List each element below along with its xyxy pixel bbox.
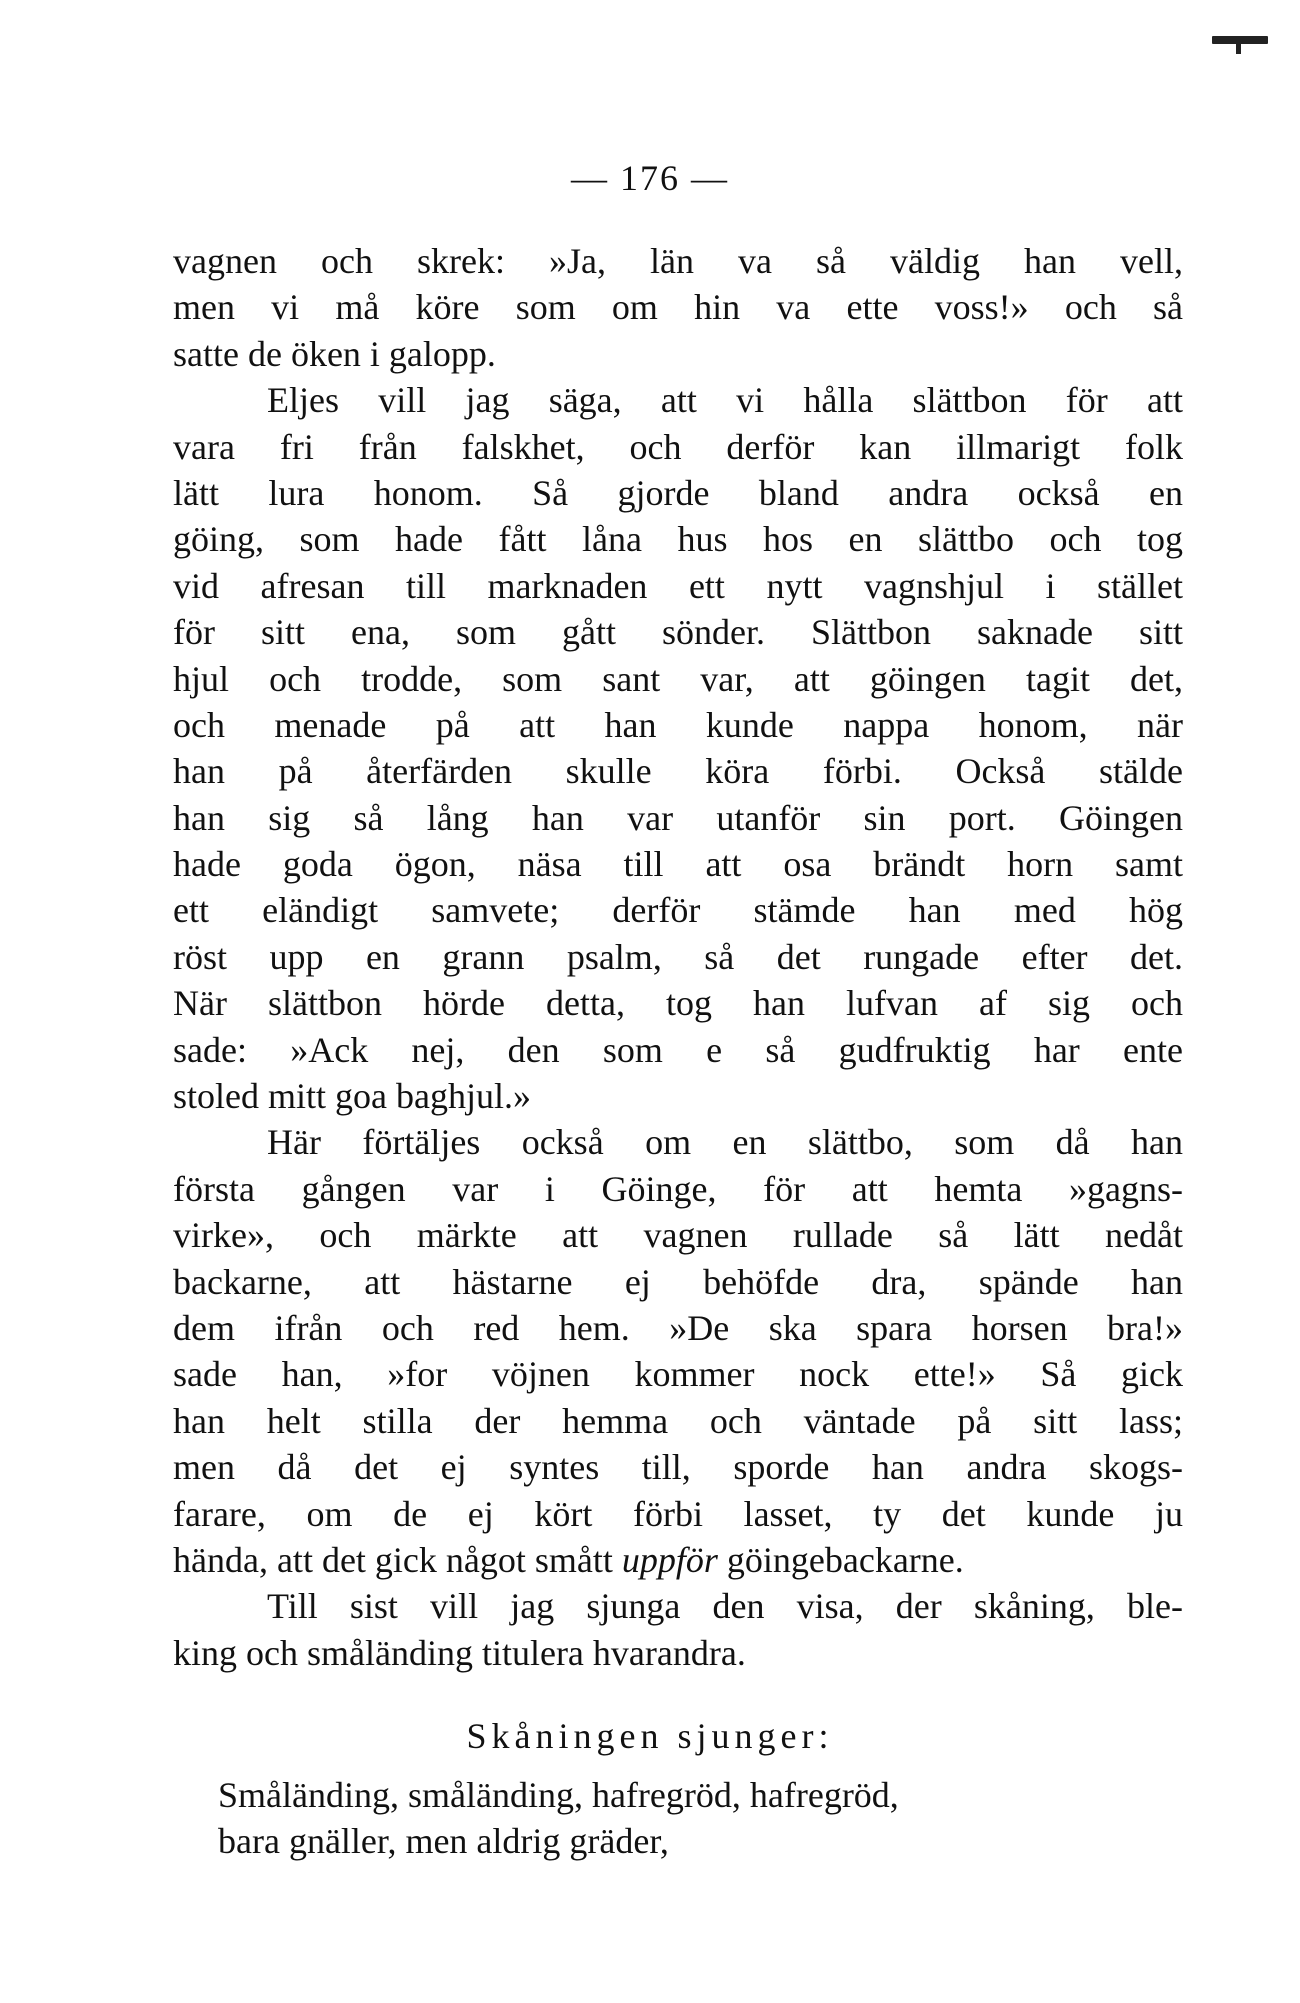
text-line: han helt stilla der hemma och väntade på sitt lass; (173, 1400, 1183, 1441)
text-line: vagnen och skrek: »Ja, län va så väldig han vell, (173, 241, 1183, 281)
text-line: vara fri från falskhet, och derför kan illmarigt folk (173, 426, 1183, 467)
text-line: sade: »Ack nej, den som e så gudfruktig har ente (173, 1029, 1183, 1070)
text-line: göing, som hade fått låna hus hos en slättbo och tog (173, 519, 1183, 560)
text-line: lätt lura honom. Så gjorde bland andra också en (173, 472, 1183, 513)
printer-mark (1212, 36, 1268, 44)
text-line: Till sist vill jag sjunga den visa, der skåning, ble- (267, 1586, 1183, 1627)
text-line: vid afresan till marknaden ett nytt vagnshjul i stället (173, 565, 1183, 606)
text-line: röst upp en grann psalm, så det rungade efter det. (173, 936, 1183, 977)
verse-line: bara gnäller, men aldrig gräder, (218, 1821, 669, 1861)
text-segment: göingebackarne. (726, 1539, 964, 1580)
text-line: och menade på att han kunde nappa honom, när (173, 704, 1183, 745)
text-line: Här förtäljes också om en slättbo, som då han (267, 1122, 1183, 1163)
text-line: men då det ej syntes till, sporde han andra skogs- (173, 1447, 1183, 1488)
text-line: Eljes vill jag säga, att vi hålla slättbon för att (267, 380, 1183, 421)
text-segment: hända, att det gick något smått (173, 1539, 613, 1580)
text-line: första gången var i Göinge, för att hemta »gagns- (173, 1168, 1183, 1209)
italic-word: uppför (621, 1539, 718, 1580)
text-line: stoled mitt goa baghjul.» (173, 1076, 531, 1117)
text-line: sade han, »for vöjnen kommer nock ette!» Så gick (173, 1354, 1183, 1395)
text-line: farare, om de ej kört förbi lasset, ty det kunde ju (173, 1493, 1183, 1534)
text-line: backarne, att hästarne ej behöfde dra, spände han (173, 1261, 1183, 1302)
song-heading: Skåningen sjunger: (466, 1716, 834, 1756)
text-line: king och småländing titulera hvarandra. (173, 1632, 746, 1673)
text-line-with-italic (173, 1537, 1183, 1583)
text-line: hjul och trodde, som sant var, att göingen tagit det, (173, 658, 1183, 699)
text-line: men vi må köre som om hin va ette voss!» och så (173, 287, 1183, 328)
text-line: för sitt ena, som gått sönder. Slättbon saknade sitt (173, 612, 1183, 653)
text-line: ett eländigt samvete; derför stämde han med hög (173, 890, 1183, 931)
page-number: — 176 — (571, 158, 729, 198)
verse-line: Småländing, småländing, hafregröd, hafregröd, (218, 1775, 899, 1815)
text-line: hade goda ögon, näsa till att osa brändt horn samt (173, 844, 1183, 885)
text-line: satte de öken i galopp. (173, 333, 496, 374)
text-line: virke», och märkte att vagnen rullade så lätt nedåt (173, 1215, 1183, 1256)
body-text (173, 238, 1183, 1676)
text-line: han på återfärden skulle köra förbi. Också stälde (173, 751, 1183, 792)
text-line: När slättbon hörde detta, tog han lufvan af sig och (173, 983, 1183, 1024)
text-line: dem ifrån och red hem. »De ska spara horsen bra!» (173, 1307, 1183, 1348)
verse (218, 1772, 1118, 1864)
text-line: han sig så lång han var utanför sin port. Göingen (173, 797, 1183, 838)
